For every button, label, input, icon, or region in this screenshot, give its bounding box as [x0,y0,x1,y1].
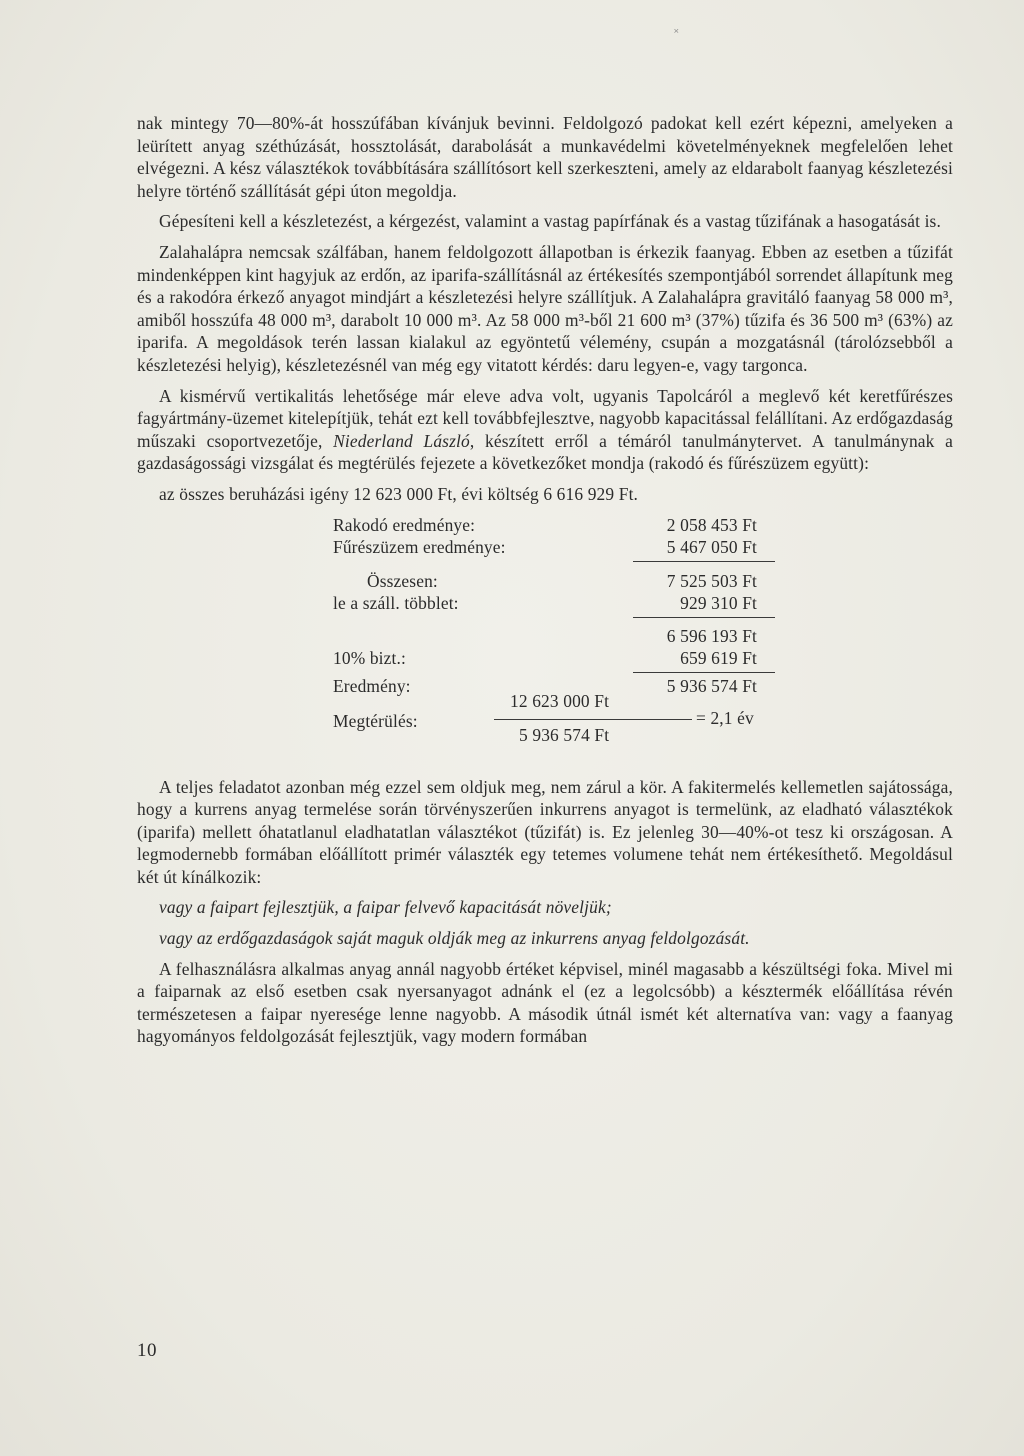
paragraph-2: Gépesíteni kell a készletezést, a kérgezést, valamint a vastag papírfának és a vastag tűzifának a hasogatását is. [159,211,941,232]
calculation-table [137,514,953,750]
paragraph-3: Zalahalápra nemcsak szálfában, hanem feldolgozott állapotban is érkezik faanyag. Ebben az esetben a tűzifát mindenképpen kint hagyjuk az erdőn, az iparifa-szállításnál az értékesítés szempontjából sorrendet állapítunk meg és a rakodóra érkező anyagot mindjárt a készletezési helyre szállítjuk. A Zalahalápra gravitáló faanyag 58 000 m³, amiből hosszúfa 48 000 m³, darabolt 10 000 m³. Az 58 000 m³-ből 21 600 m³ (37%) tűzifa és 36 500 m³ (63%) az iparifa. A megoldások terén lassan kialakul az egyöntetű vélemény, csupán a mozgatásnál (tárolózsebből a készletezési helyig), készletezésnél van még egy vitatott kérdés: daru legyen-e, vagy targonca. [137,241,953,375]
fraction-denominator: 5 936 574 Ft [519,724,610,745]
sum-rule-1 [633,561,775,562]
bizt-value: 659 619 Ft [680,647,757,668]
rakodo-value: 2 058 453 Ft [666,514,757,535]
paragraph-4-text-b: , készített erről a témáról tanulmánytervet. A tanulmánynak a gazdaságossági vizsgálat és megtérülés fejezete a következőket mondja (rakodó és fűrészüzem együtt): [137,430,954,474]
paragraph-1: nak mintegy 70—80%-át hosszúfában kívánjuk bevinni. Feldolgozó padokat kell ezért képezni, amelyeken a leürített anyag széthúzását, hossztolását, darabolását a munkavédelmi követelményeknek megfelelően lehet elvégezni. A kész választékok továbbítására szállítósort kell szerkeszteni, amely az eldarabolt faanyag készletezési helyre történő szállítását gépi úton megoldja. [137,113,953,201]
fraction-bar [494,719,692,720]
subtotal-value: 6 596 193 Ft [666,625,757,646]
italic-option-2: vagy az erdőgazdaságok saját maguk oldják meg az inkurrens anyag feldolgozását. [159,928,750,949]
paragraph-6: A felhasználásra alkalmas anyag annál nagyobb értéket képvisel, minél magasabb a készültségi foka. Mivel mi a faiparnak az első esetben csak nyersanyagot adnánk el (ez a legolcsóbb) a késztermék előállítása révén természetesen a faipar nyeresége lenne nagyobb. A második útnál ismét két alternatíva van: vagy a faanyag hagyományos feldolgozását fejlesztjük, vagy modern formában [137,958,953,1047]
eredmeny-value: 5 936 574 Ft [666,675,757,696]
megterules-label: Megtérülés: [333,710,418,731]
investment-summary: az összes beruházási igény 12 623 000 Ft, évi költség 6 616 929 Ft. [159,483,639,504]
author-name: Niederland László [333,430,470,451]
osszesen-value: 7 525 503 Ft [666,570,757,591]
payback-fraction [470,690,850,750]
rakodo-label: Rakodó eredménye: [333,514,476,535]
italic-option-1: vagy a faipart fejlesztjük, a faipar felvevő kapacitását növeljük; [159,897,612,918]
le-label: le a száll. többlet: [333,592,459,613]
furesz-value: 5 467 050 Ft [666,536,757,557]
fraction-numerator: 12 623 000 Ft [510,690,610,711]
osszesen-label: Összesen: [367,570,438,591]
le-value: 929 310 Ft [680,592,757,613]
sum-rule-3 [633,672,775,673]
paragraph-5: A teljes feladatot azonban még ezzel sem oldjuk meg, nem zárul a kör. A fakitermelés kellemetlen sajátossága, hogy a kurrens anyag termelése során törvényszerűen inkurrens anyagot is termelünk, az eladható választékok (iparifa) mellett óhatatlanul eladhatatlan választékot (tűzifát) is. Ez jelenleg 30—40%-ot tesz ki országosan. A legmodernebb formában előállított primér választék egy tetemes volumene tehát nem értékesíthető. Megoldásul két út kínálkozik: [137,776,953,887]
body-text [137,112,953,1056]
bizt-label: 10% bizt.: [333,647,406,668]
paragraph-4-text-a: A kismérvű vertikalitás lehetősége már eleve adva volt, ugyanis Tapolcáról a meglevő két keretfűrészes fagyártmány-üzemet kitelepítjük, tehát ezt kell továbbfejlesztve, nagyobb kapacitással felállítani. Az erdőgazdaság műszaki csoportvezetője, [137,385,953,451]
fraction-result: = 2,1 év [696,707,754,728]
corner-mark: ˟ [674,26,679,40]
furesz-label: Fűrészüzem eredménye: [333,536,506,557]
page-number: 10 [137,1340,157,1361]
sum-rule-2 [633,617,775,618]
paragraph-4 [137,385,953,475]
eredmeny-label: Eredmény: [333,675,411,696]
